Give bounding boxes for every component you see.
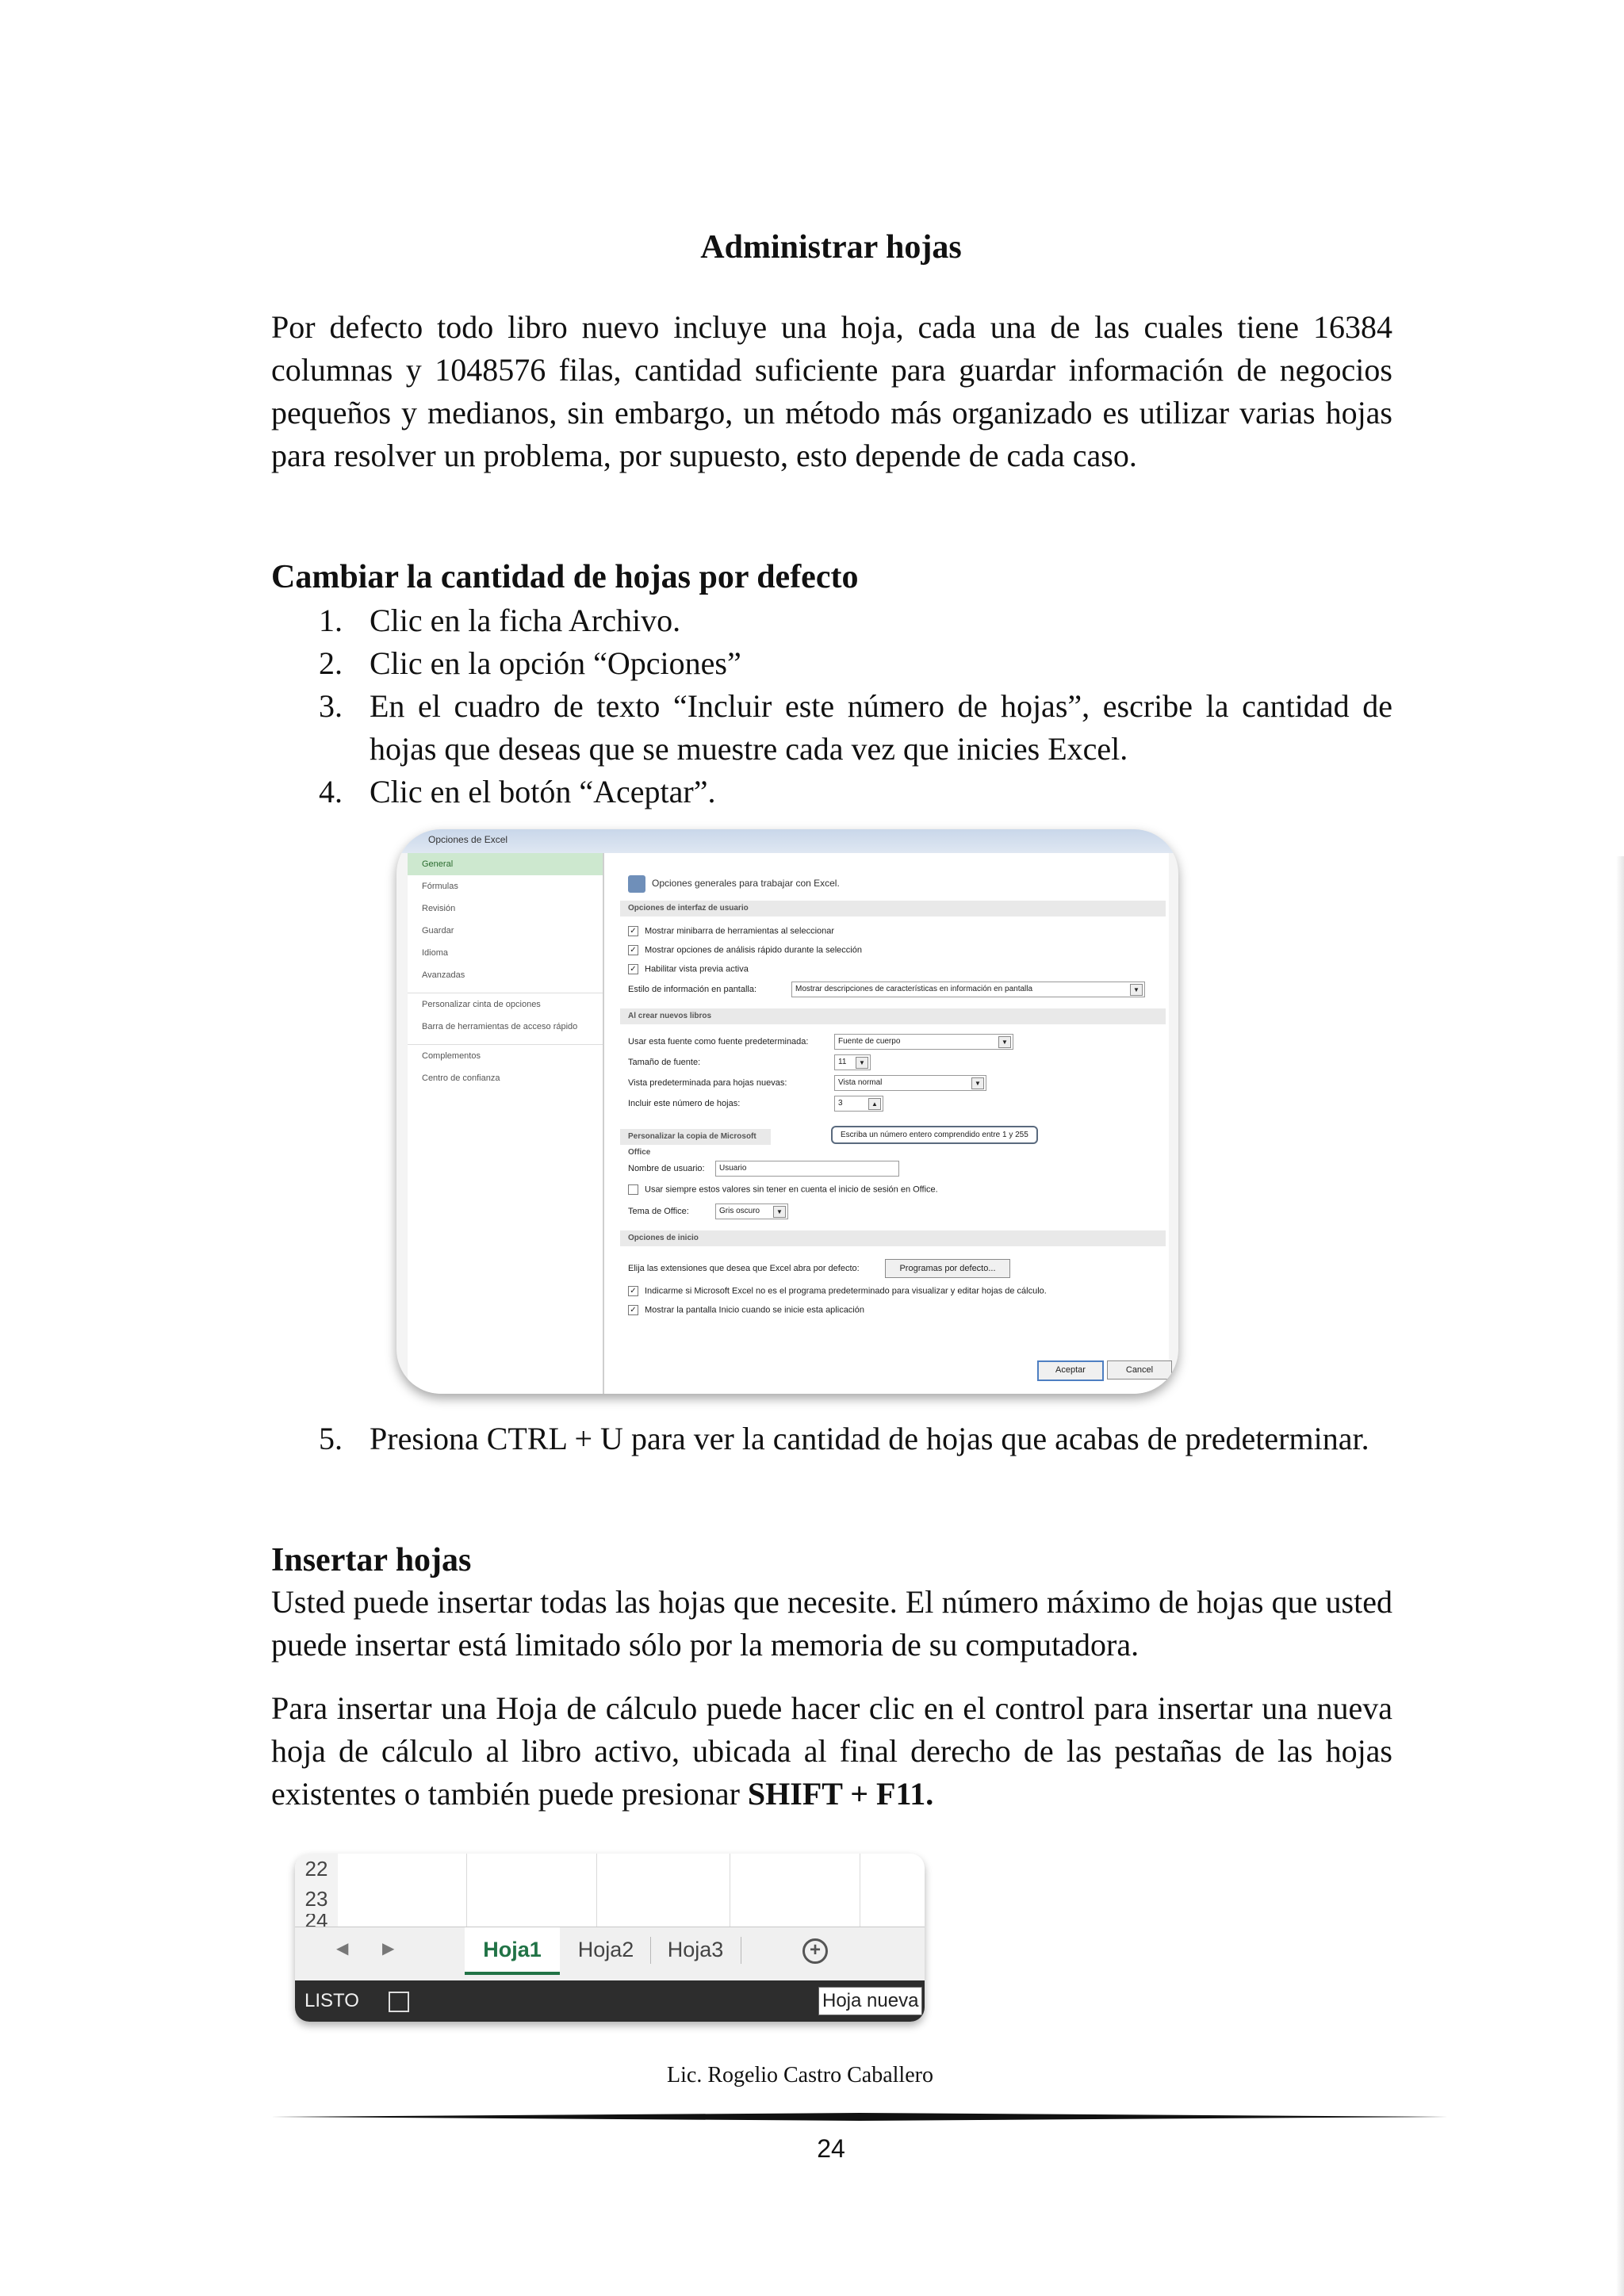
dialog-title: Opciones de Excel [428, 834, 508, 845]
page-title: Administrar hojas [700, 229, 962, 266]
sheets-label: Incluir este número de hojas: [628, 1099, 741, 1108]
sheets-tooltip: Escriba un número entero comprendido entre 1 y 255 [831, 1126, 1038, 1144]
section-heading-change-sheets: Cambiar la cantidad de hojas por defecto [271, 559, 859, 595]
nav-item-avanzadas[interactable]: Avanzadas [422, 970, 465, 980]
section-personalize: Personalizar la copia de Microsoft Office [620, 1129, 771, 1145]
step-text: Clic en la ficha Archivo. [370, 603, 681, 638]
size-label: Tamaño de fuente: [628, 1058, 701, 1067]
view-select[interactable]: Vista normal ▼ [834, 1075, 986, 1091]
chevron-down-icon: ▼ [773, 1206, 786, 1218]
tab-hoja1[interactable]: Hoja1 [465, 1927, 560, 1975]
page-edge-shadow [1616, 856, 1624, 2296]
nav-item-general[interactable]: General [408, 853, 603, 875]
nav-item-formulas[interactable]: Fórmulas [422, 882, 458, 891]
insert-paragraph-2: Para insertar una Hoja de cálculo puede hacer clic en el control para insertar una nueva hoja de cálculo al libro activo, ubicada al final derecho de las pestañas de las hojas existentes o también puede presionar SHIFT + F11. [271, 1690, 1392, 1812]
option-live-preview[interactable]: ✓ Habilitar vista previa activa [628, 964, 749, 974]
chevron-down-icon: ▼ [998, 1036, 1011, 1048]
tab-hoja2[interactable]: Hoja2 [577, 1938, 634, 1961]
scroll-right-icon[interactable]: ▶ [382, 1940, 395, 1957]
section-ui-options: Opciones de interfaz de usuario [620, 901, 1166, 916]
size-select[interactable]: 11 ▼ [834, 1054, 871, 1070]
theme-label: Tema de Office: [628, 1207, 689, 1216]
section-heading-insert-sheets: Insertar hojas [271, 1542, 472, 1578]
new-sheet-tooltip: Hoja nueva [818, 1987, 922, 2015]
footer-rule [271, 2113, 1448, 2121]
option-quick-analysis[interactable]: ✓ Mostrar opciones de análisis rápido durante la selección [628, 945, 862, 955]
steps-list [271, 599, 1392, 813]
row-header: 22 [295, 1854, 338, 1885]
nav-item-trust-center[interactable]: Centro de confianza [422, 1073, 500, 1083]
checkbox-icon[interactable] [628, 1184, 638, 1195]
scroll-left-icon[interactable]: ◀ [336, 1940, 349, 1957]
status-text: LISTO [304, 1990, 359, 2011]
step-number: 1. [319, 603, 343, 638]
screentip-select[interactable]: Mostrar descripciones de características en información en pantalla ▼ [791, 982, 1145, 997]
nav-item-quick-access[interactable]: Barra de herramientas de acceso rápido [422, 1022, 578, 1031]
list-item [271, 771, 1392, 813]
checkbox-checked-icon[interactable]: ✓ [628, 1305, 638, 1315]
footer-author: Lic. Rogelio Castro Caballero [667, 2063, 933, 2087]
options-header: Opciones generales para trabajar con Excel. [628, 875, 840, 893]
dialog-titlebar [396, 829, 1178, 853]
screentip-label: Estilo de información en pantalla: [628, 985, 757, 994]
sheet-tabs-screenshot [295, 1854, 925, 2022]
list-item [271, 642, 1392, 685]
cancel-button[interactable]: Cancel [1107, 1360, 1172, 1380]
option-default-program-check[interactable]: ✓ Indicarme si Microsoft Excel no es el programa predeterminado para visualizar y editar hojas de cálculo. [628, 1286, 1047, 1296]
step-number: 5. [319, 1421, 343, 1456]
add-sheet-icon[interactable]: + [802, 1938, 828, 1964]
chevron-down-icon: ▼ [971, 1077, 984, 1089]
options-main [604, 853, 1169, 1394]
sheet-tab-bar [295, 1927, 925, 1981]
tab-hoja3[interactable]: Hoja3 [667, 1938, 724, 1961]
option-always-use[interactable]: Usar siempre estos valores sin tener en cuenta el inicio de sesión en Office. [628, 1184, 938, 1195]
page-number: 24 [817, 2134, 845, 2163]
default-programs-button[interactable]: Programas por defecto... [885, 1259, 1010, 1278]
list-item [271, 685, 1392, 771]
nav-item-addins[interactable]: Complementos [408, 1044, 603, 1067]
section-startup: Opciones de inicio [620, 1230, 1166, 1246]
step-number: 4. [319, 774, 343, 809]
nav-item-guardar[interactable]: Guardar [422, 926, 454, 936]
extensions-label: Elija las extensiones que desea que Excel abra por defecto: [628, 1264, 860, 1273]
row-header: 23 [295, 1884, 338, 1915]
intro-paragraph: Por defecto todo libro nuevo incluye una hoja, cada una de las cuales tiene 16384 columnas y 1048576 filas, cantidad suficiente para guardar información de negocios pequeños y medianos, sin embargo, un método más organizado es utilizar varias hojas para resolver un problema, por supuesto, esto depende de cada caso. [271, 309, 1392, 473]
grid-line [596, 1854, 597, 1927]
status-bar [295, 1980, 925, 2022]
view-label: Vista predeterminada para hojas nuevas: [628, 1078, 787, 1088]
step-text: Presiona CTRL + U para ver la cantidad de hojas que acabas de predeterminar. [370, 1421, 1369, 1456]
option-show-start-screen[interactable]: ✓ Mostrar la pantalla Inicio cuando se inicie esta aplicación [628, 1305, 864, 1315]
tab-separator [650, 1937, 651, 1964]
spinner-icon[interactable]: ▲ [868, 1098, 881, 1110]
nav-item-revision[interactable]: Revisión [422, 904, 456, 913]
sheets-count-input[interactable]: 3 ▲ [834, 1096, 883, 1112]
options-icon [628, 875, 645, 893]
font-label: Usar esta fuente como fuente predeterminada: [628, 1037, 809, 1047]
excel-options-screenshot [396, 829, 1178, 1394]
chevron-down-icon: ▼ [1130, 984, 1143, 996]
list-item [271, 1418, 1392, 1460]
step-number: 3. [319, 688, 343, 724]
checkbox-checked-icon[interactable]: ✓ [628, 926, 638, 936]
row-header: 24 [295, 1914, 338, 1927]
user-name-input[interactable]: Usuario [715, 1161, 899, 1177]
font-select[interactable]: Fuente de cuerpo ▼ [834, 1034, 1013, 1050]
user-label: Nombre de usuario: [628, 1164, 705, 1173]
checkbox-checked-icon[interactable]: ✓ [628, 1286, 638, 1296]
checkbox-checked-icon[interactable]: ✓ [628, 945, 638, 955]
nav-item-ribbon[interactable]: Personalizar cinta de opciones [408, 993, 603, 1016]
step-text: Clic en la opción “Opciones” [370, 645, 741, 681]
section-new-books: Al crear nuevos libros [620, 1008, 1166, 1024]
insert-paragraph-1: Usted puede insertar todas las hojas que necesite. El número máximo de hojas que usted puede insertar está limitado sólo por la memoria de su computadora. [271, 1584, 1392, 1663]
steps-list-continued [271, 1418, 1392, 1460]
options-nav [408, 853, 604, 1394]
option-minibar[interactable]: ✓ Mostrar minibarra de herramientas al seleccionar [628, 926, 834, 936]
macro-record-icon[interactable] [389, 1992, 409, 2012]
step-text: En el cuadro de texto “Incluir este número de hojas”, escribe la cantidad de hojas que deseas que se muestre cada vez que inicies Excel. [370, 688, 1392, 767]
checkbox-checked-icon[interactable]: ✓ [628, 964, 638, 974]
list-item [271, 599, 1392, 642]
chevron-down-icon: ▼ [856, 1057, 868, 1069]
step-number: 2. [319, 645, 343, 681]
theme-select[interactable]: Gris oscuro ▼ [715, 1203, 788, 1219]
grid-line [466, 1854, 467, 1927]
nav-item-idioma[interactable]: Idioma [422, 948, 449, 958]
step-text: Clic en el botón “Aceptar”. [370, 774, 716, 809]
shortcut-text: SHIFT + F11. [747, 1776, 934, 1812]
ok-button[interactable]: Aceptar [1037, 1360, 1104, 1381]
